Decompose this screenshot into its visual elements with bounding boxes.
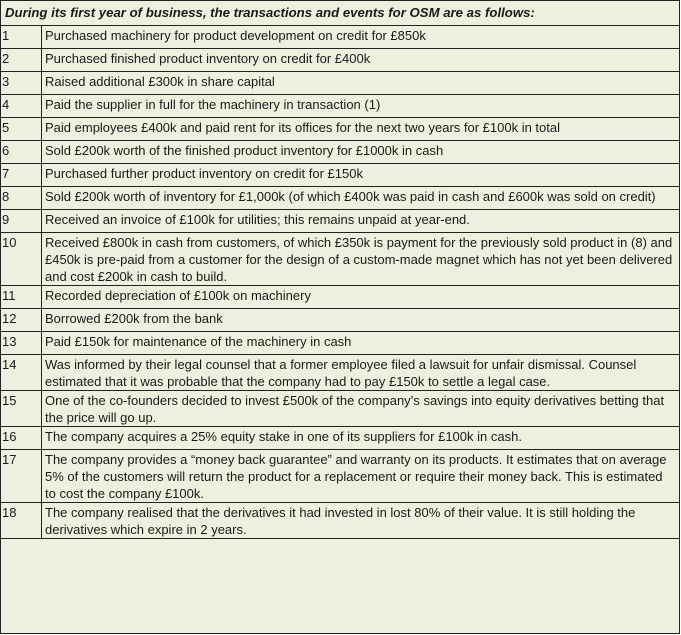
transaction-row	[1, 427, 679, 450]
transaction-description: The company realised that the derivatives it had invested in lost 80% of their value. It is still holding the derivatives which expire in 2 years.	[42, 503, 680, 539]
transaction-row	[1, 286, 679, 309]
transaction-row	[1, 391, 679, 427]
transaction-row	[1, 26, 679, 49]
transaction-description: Paid the supplier in full for the machinery in transaction (1)	[42, 95, 680, 118]
transaction-row	[1, 187, 679, 210]
transaction-number: 8	[1, 187, 42, 210]
transaction-row	[1, 210, 679, 233]
transaction-number: 14	[1, 355, 42, 391]
transaction-description: Raised additional £300k in share capital	[42, 72, 680, 95]
transactions-table-body	[1, 26, 679, 539]
transaction-description: One of the co-founders decided to invest £500k of the company’s savings into equity derivatives betting that the price will go up.	[42, 391, 680, 427]
transaction-row	[1, 503, 679, 539]
transaction-row	[1, 450, 679, 503]
transaction-row	[1, 141, 679, 164]
transaction-description: Recorded depreciation of £100k on machinery	[42, 286, 680, 309]
transaction-row	[1, 332, 679, 355]
transaction-number: 16	[1, 427, 42, 450]
transaction-number: 9	[1, 210, 42, 233]
transaction-number: 17	[1, 450, 42, 503]
transaction-description: Paid £150k for maintenance of the machinery in cash	[42, 332, 680, 355]
transaction-number: 12	[1, 309, 42, 332]
transaction-row	[1, 95, 679, 118]
transaction-number: 15	[1, 391, 42, 427]
transaction-number: 7	[1, 164, 42, 187]
transaction-number: 13	[1, 332, 42, 355]
transaction-number: 18	[1, 503, 42, 539]
transaction-number: 5	[1, 118, 42, 141]
transaction-number: 6	[1, 141, 42, 164]
sheet-title: During its first year of business, the transactions and events for OSM are as follows:	[1, 1, 679, 26]
transaction-number: 4	[1, 95, 42, 118]
transaction-row	[1, 355, 679, 391]
transaction-description: The company acquires a 25% equity stake in one of its suppliers for £100k in cash.	[42, 427, 680, 450]
transaction-number: 10	[1, 233, 42, 286]
transaction-number: 2	[1, 49, 42, 72]
transaction-description: Purchased finished product inventory on credit for £400k	[42, 49, 680, 72]
transaction-number: 11	[1, 286, 42, 309]
transaction-row	[1, 309, 679, 332]
transaction-row	[1, 72, 679, 95]
transaction-description: Received £800k in cash from customers, of which £350k is payment for the previously sold product in (8) and £450k is pre-paid from a customer for the design of a custom-made magnet which has not yet been delivered and cost £200k in cash to build.	[42, 233, 680, 286]
transaction-row	[1, 118, 679, 141]
transaction-description: Received an invoice of £100k for utilities; this remains unpaid at year-end.	[42, 210, 680, 233]
transaction-description: Purchased machinery for product development on credit for £850k	[42, 26, 680, 49]
transaction-number: 1	[1, 26, 42, 49]
transaction-number: 3	[1, 72, 42, 95]
transaction-row	[1, 49, 679, 72]
transaction-description: Paid employees £400k and paid rent for its offices for the next two years for £100k in total	[42, 118, 680, 141]
transaction-description: The company provides a “money back guarantee” and warranty on its products. It estimates that on average 5% of the customers will return the product for a replacement or require their money back. This is estimated to cost the company £100k.	[42, 450, 680, 503]
transactions-table	[1, 26, 679, 539]
transaction-description: Was informed by their legal counsel that a former employee filed a lawsuit for unfair dismissal. Counsel estimated that it was probable that the company had to pay £150k to settle a legal case.	[42, 355, 680, 391]
transaction-description: Sold £200k worth of the finished product inventory for £1000k in cash	[42, 141, 680, 164]
transaction-description: Purchased further product inventory on credit for £150k	[42, 164, 680, 187]
transaction-description: Borrowed £200k from the bank	[42, 309, 680, 332]
transaction-row	[1, 164, 679, 187]
transaction-description: Sold £200k worth of inventory for £1,000k (of which £400k was paid in cash and £600k was sold on credit)	[42, 187, 680, 210]
transaction-row	[1, 233, 679, 286]
